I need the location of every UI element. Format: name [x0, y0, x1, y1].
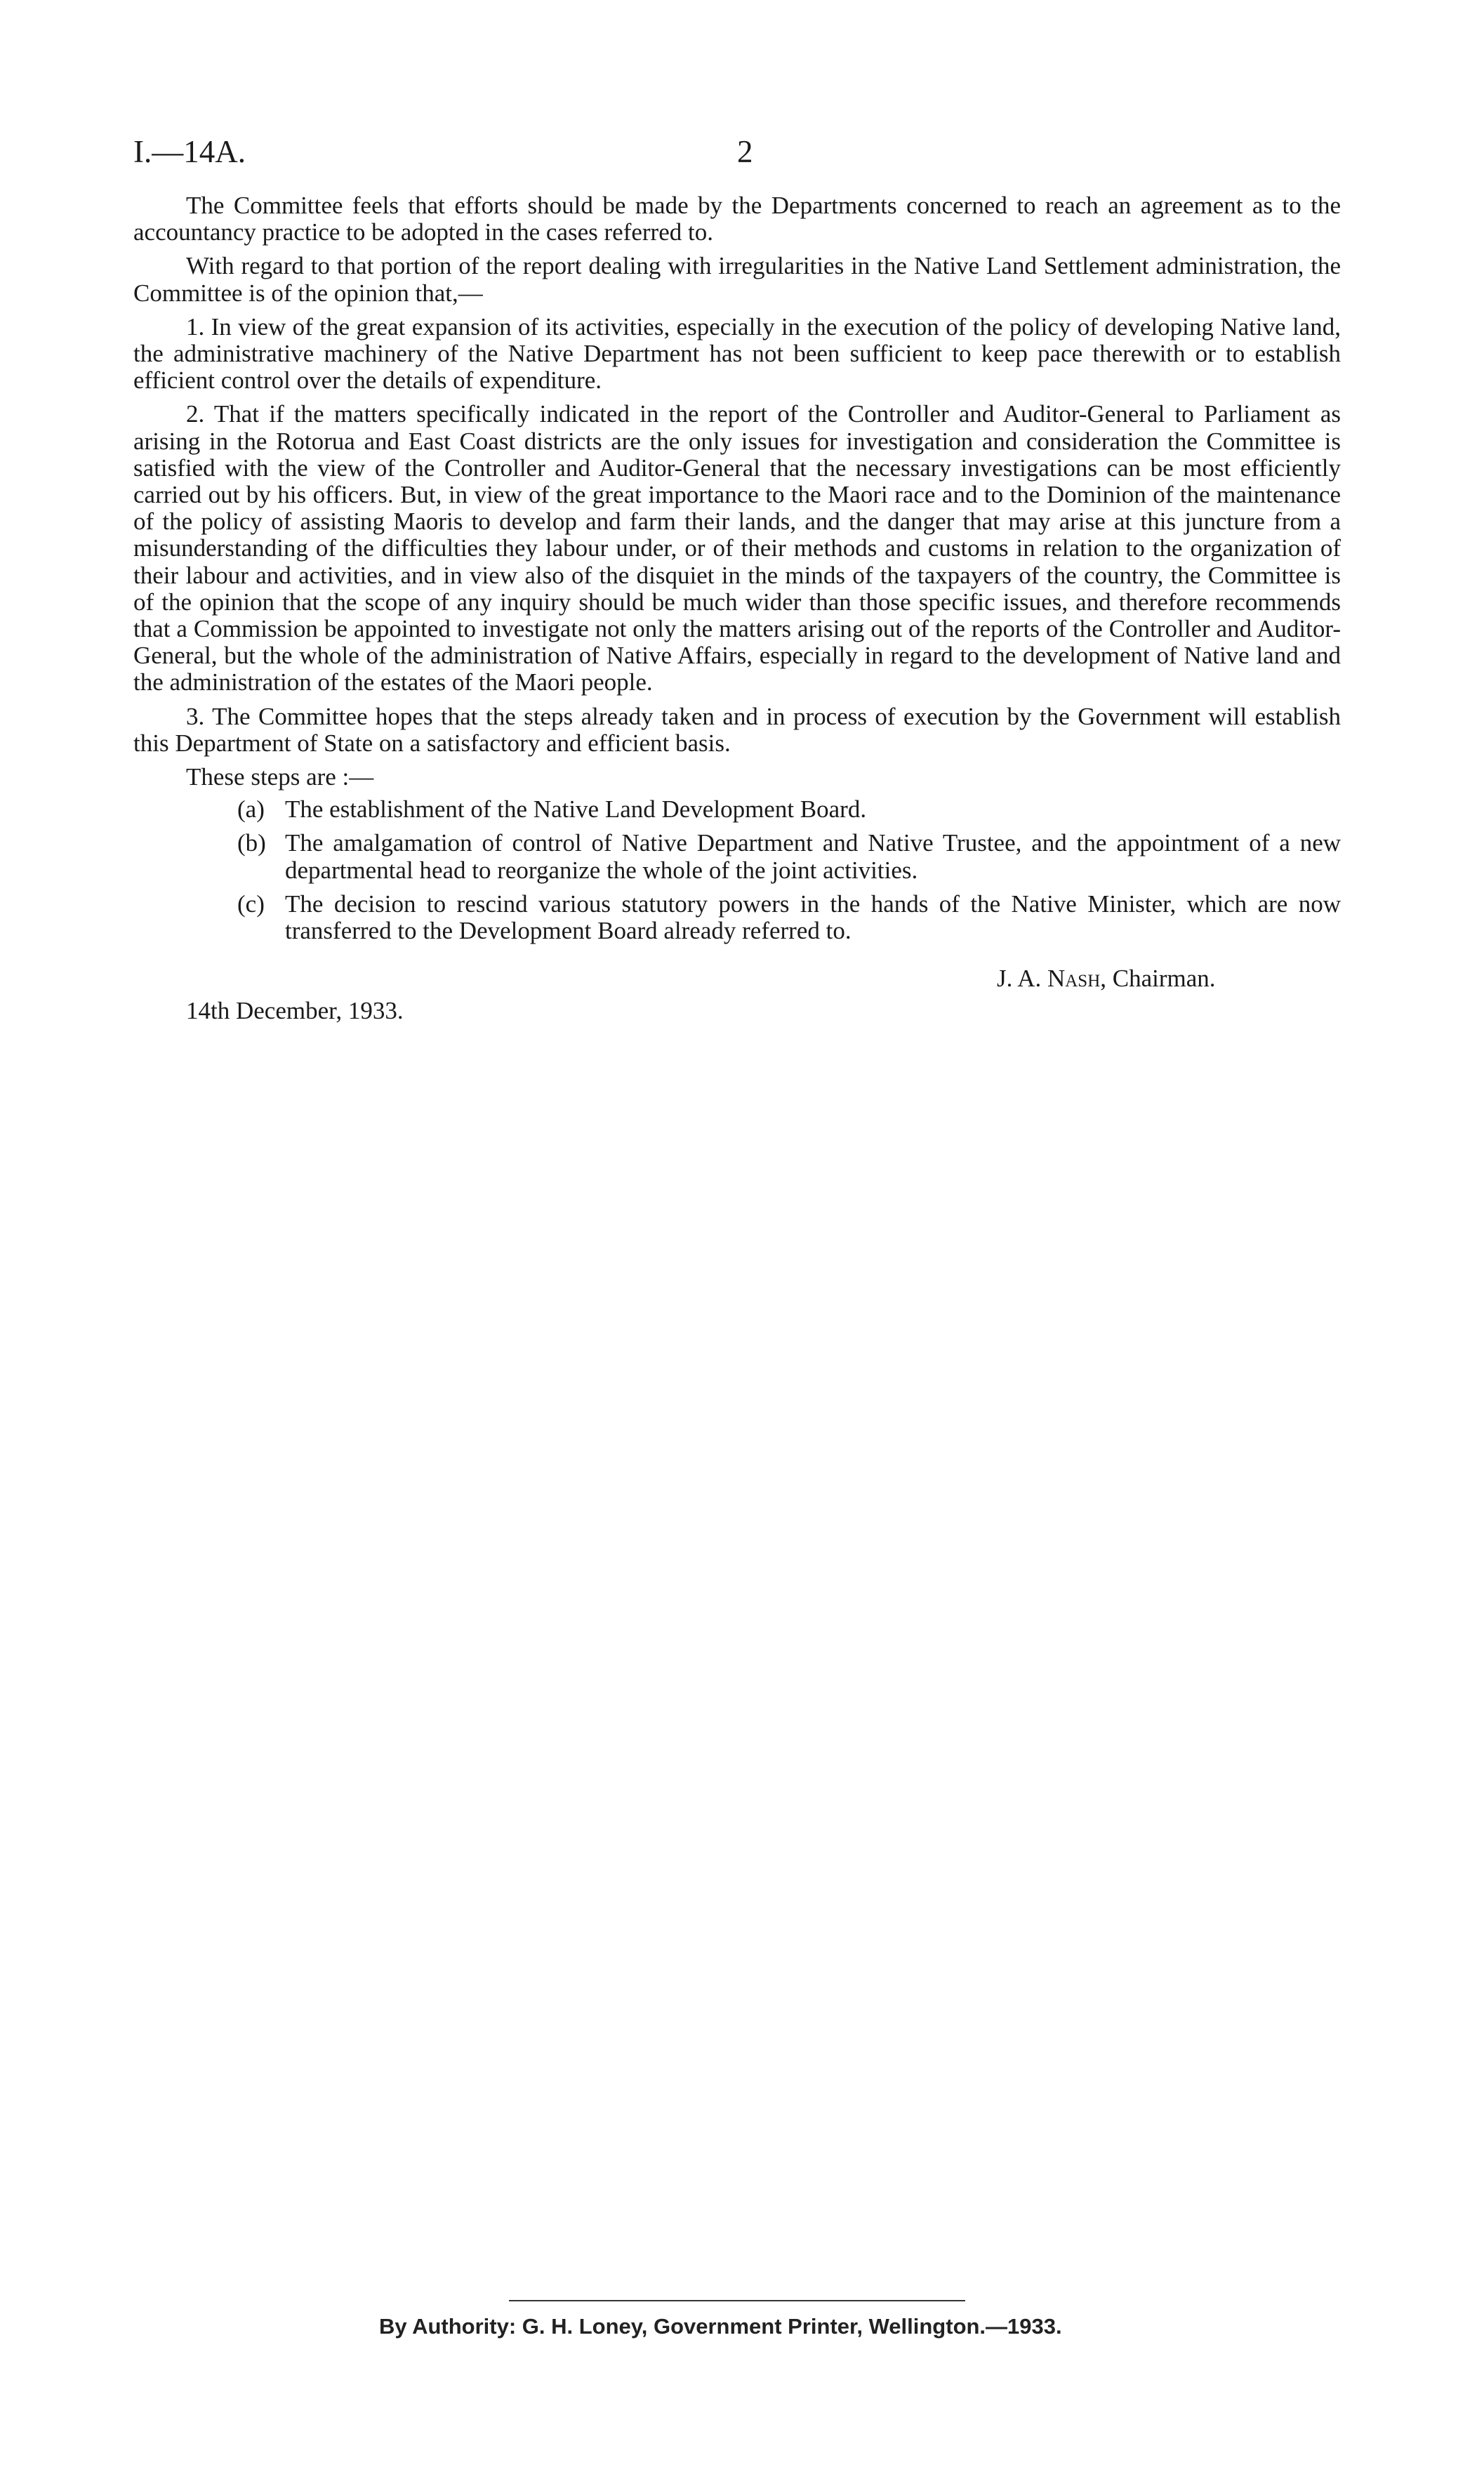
report-date: 14th December, 1933. — [186, 997, 404, 1025]
step-letter: (b) — [237, 829, 266, 857]
page-number: 2 — [737, 134, 753, 169]
step-item-c — [133, 891, 1341, 944]
step-text: The amalgamation of control of Native Department and Native Trustee, and the appointment of a new departmental head to reorganize the whole of the joint activities. — [285, 829, 1341, 884]
paragraph-accountancy: The Committee feels that efforts should be made by the Departments concerned to reach an agreement as to the accountancy practice to be adopted in the cases referred to. — [133, 192, 1341, 246]
signatory — [997, 965, 1216, 992]
page-header — [133, 126, 1341, 183]
signatory-initials: J. A. — [997, 965, 1042, 993]
signature-block — [133, 965, 1341, 1050]
paragraph-point-2: 2. That if the matters specifically indicated in the report of the Controller and Auditor-General to Parliament as arising in the Rotorua and East Coast districts are the only issues for investigation and consideration the Committee is satisfied with the view of the Controller and Auditor-General that the necessary investigations can be most efficiently carried out by his officers. But, in view of the great importance to the Maori race and to the Dominion of the maintenance of the policy of assisting Maoris to develop and farm their lands, and the danger that may arise at this juncture from a misunderstanding of the difficulties they labour under, or of their methods and customs in relation to the organization of their labour and activities, and in view also of the disquiet in the minds of the taxpayers of the country, the Committee is of the opinion that the scope of any inquiry should be much wider than those specific issues, and therefore recommends that a Commission be appointed to investigate not only the matters arising out of the reports of the Controller and Auditor-General, but the whole of the administration of Native Affairs, especially in regard to the development of Native land and the administration of the estates of the Maori people. — [133, 400, 1341, 696]
signatory-title: , Chairman. — [1100, 965, 1216, 993]
step-item-b — [133, 830, 1341, 883]
paragraph-opinion-intro: With regard to that portion of the report dealing with irregularities in the Native Land Settlement administration, the Committee is of the opinion that,— — [133, 252, 1341, 307]
paragraph-point-1: 1. In view of the great expansion of its activities, especially in the execution of the policy of developing Native land, the administrative machinery of the Native Department has not been sufficient to keep pace therewith or to establish efficient control over the details of expenditure. — [133, 312, 1341, 395]
step-text: The decision to rescind various statutory powers in the hands of the Native Minister, which are now transferred to the Development Board already referred to. — [285, 890, 1341, 945]
printer-imprint: By Authority: G. H. Loney, Government Printer, Wellington.—1933. — [379, 2314, 1062, 2339]
report-body — [133, 192, 1341, 1050]
document-reference: I.—14A. — [133, 134, 246, 169]
paragraph-point-3: 3. The Committee hopes that the steps already taken and in process of execution by the Government will establish this Department of State on a satisfactory and efficient basis. — [133, 702, 1341, 757]
step-item-a — [133, 796, 1341, 823]
document-page — [133, 126, 1341, 1050]
signatory-surname: Nash — [1047, 965, 1101, 993]
step-text: The establishment of the Native Land Development Board. — [285, 795, 867, 824]
step-letter: (a) — [237, 795, 265, 824]
step-letter: (c) — [237, 890, 265, 918]
footer-divider — [509, 2300, 965, 2301]
steps-intro: These steps are :— — [186, 763, 374, 791]
